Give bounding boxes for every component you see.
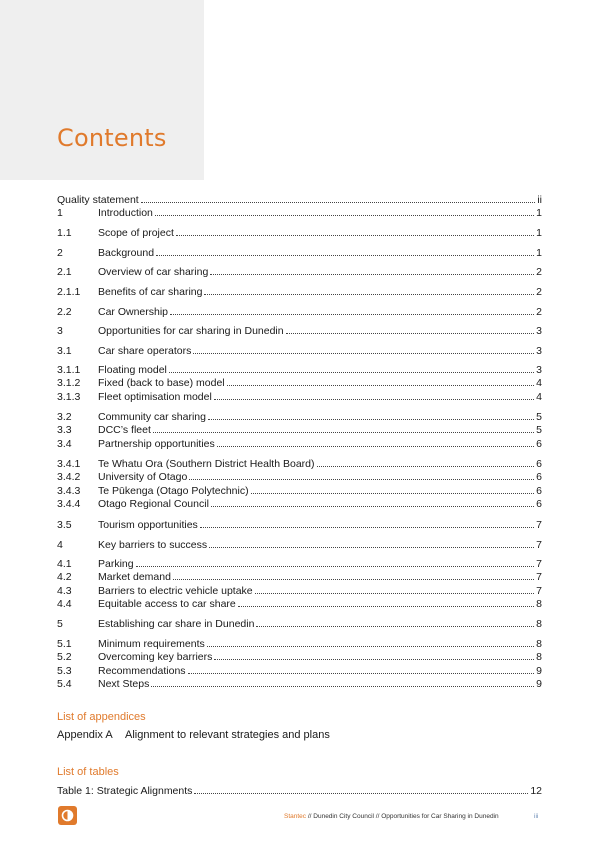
leader-dots <box>209 547 534 548</box>
toc-entry[interactable] <box>57 569 542 583</box>
toc-entry[interactable] <box>57 422 542 436</box>
appendix-entry[interactable] <box>57 729 330 741</box>
toc-entry[interactable] <box>57 496 542 510</box>
footer-text <box>284 813 499 820</box>
toc-entry[interactable] <box>57 517 542 531</box>
toc-entry[interactable] <box>57 616 542 630</box>
leader-dots <box>204 294 534 295</box>
toc-entry-number: 3.4.3 <box>57 485 81 497</box>
toc-entry[interactable] <box>57 537 542 551</box>
leader-dots <box>208 419 534 420</box>
toc-entry-title: Recommendations <box>98 665 186 677</box>
toc-entry[interactable] <box>57 375 542 389</box>
toc-entry-title: Floating model <box>98 364 167 376</box>
toc-entry-title: Market demand <box>98 571 171 583</box>
toc-entry-title: Next Steps <box>98 678 150 690</box>
toc-entry-page: ii <box>537 194 542 206</box>
leader-dots <box>317 466 535 467</box>
toc-entry-number: 3 <box>57 325 63 337</box>
toc-entry[interactable] <box>57 436 542 450</box>
leader-dots <box>251 493 535 494</box>
toc-entry-page: 7 <box>536 558 542 570</box>
toc-entry-title: Quality statement <box>57 194 139 206</box>
toc-entry-page: 2 <box>536 286 542 298</box>
toc-entry-title: Te Pūkenga (Otago Polytechnic) <box>98 485 249 497</box>
toc-entry-title: Benefits of car sharing <box>98 286 203 298</box>
toc-entry-page: 4 <box>536 391 542 403</box>
toc-entry-title: Community car sharing <box>98 411 206 423</box>
leader-dots <box>189 479 534 480</box>
toc-entry-page: 1 <box>536 207 542 219</box>
page-title: Contents <box>57 124 167 152</box>
toc-entry-page: 6 <box>536 498 542 510</box>
toc-entry-number: 2.2 <box>57 306 72 318</box>
toc-entry-page: 6 <box>536 485 542 497</box>
toc-entry-number: 4 <box>57 539 63 551</box>
toc-entry-page: 8 <box>536 651 542 663</box>
toc-entry-title: Otago Regional Council <box>98 498 209 510</box>
toc-entry[interactable] <box>57 469 542 483</box>
toc-entry-number: 3.1 <box>57 345 72 357</box>
footer-page-number: iii <box>534 813 539 820</box>
toc-entry[interactable] <box>57 205 542 219</box>
toc-entry-number: 3.3 <box>57 424 72 436</box>
toc-entry[interactable] <box>57 583 542 597</box>
leader-dots <box>155 215 534 216</box>
toc-entry-title: University of Otago <box>98 471 188 483</box>
leader-dots <box>176 235 534 236</box>
toc-entry[interactable] <box>57 676 542 690</box>
toc-entry-title: Background <box>98 247 155 259</box>
toc-entry-page: 3 <box>536 345 542 357</box>
leader-dots <box>151 686 534 687</box>
toc-entry-number: 1.1 <box>57 227 72 239</box>
leader-dots <box>227 385 535 386</box>
toc-entry-page: 4 <box>536 377 542 389</box>
toc-entry-number: 3.4.1 <box>57 458 81 470</box>
toc-entry-page: 8 <box>536 618 542 630</box>
toc-entry-title: Fixed (back to base) model <box>98 377 225 389</box>
toc-entry[interactable] <box>57 663 542 677</box>
toc-entry[interactable] <box>57 556 542 570</box>
toc-entry-title: Equitable access to car share <box>98 598 236 610</box>
toc-entry[interactable] <box>57 343 542 357</box>
toc-entry-number: 3.1.1 <box>57 364 81 376</box>
leader-dots <box>214 399 534 400</box>
header-grey-block <box>0 0 204 180</box>
toc-entry-page: 7 <box>536 519 542 531</box>
toc-entry-page: 3 <box>536 325 542 337</box>
toc-entry-title: Key barriers to success <box>98 539 208 551</box>
toc-entry-number: 4.4 <box>57 598 72 610</box>
toc-entry-title: Parking <box>98 558 134 570</box>
leader-dots <box>210 274 534 275</box>
toc-entry[interactable] <box>57 304 542 318</box>
toc-entry-title: Introduction <box>98 207 153 219</box>
appendix-label: Appendix A <box>57 729 113 741</box>
toc-entry-title: Scope of project <box>98 227 174 239</box>
toc-entry[interactable] <box>57 225 542 239</box>
toc-entry-page: 3 <box>536 364 542 376</box>
toc-entry[interactable] <box>57 264 542 278</box>
leader-dots <box>194 793 528 794</box>
toc-entry-page: 9 <box>536 678 542 690</box>
stantec-logo-icon <box>58 806 77 825</box>
toc-entry-number: 5.3 <box>57 665 72 677</box>
leader-dots <box>214 659 534 660</box>
toc-entry[interactable] <box>57 323 542 337</box>
toc-entry-title: Partnership opportunities <box>98 438 215 450</box>
leader-dots <box>238 606 534 607</box>
toc-entry-title: Fleet optimisation model <box>98 391 212 403</box>
toc-entry-title: Minimum requirements <box>98 638 205 650</box>
leader-dots <box>200 527 534 528</box>
toc-entry-number: 5 <box>57 618 63 630</box>
toc-entry-number: 2.1 <box>57 266 72 278</box>
toc-entry-number: 4.3 <box>57 585 72 597</box>
toc-entry-page: 7 <box>536 571 542 583</box>
table-entry-page: 12 <box>530 785 542 797</box>
toc-entry-title: DCC’s fleet <box>98 424 151 436</box>
toc-entry[interactable] <box>57 456 542 470</box>
toc-entry-number: 5.2 <box>57 651 72 663</box>
toc-entry-page: 7 <box>536 539 542 551</box>
toc-entry[interactable] <box>57 362 542 376</box>
toc-entry-page: 2 <box>536 266 542 278</box>
toc-entry-title: Overcoming key barriers <box>98 651 213 663</box>
leader-dots <box>136 566 535 567</box>
toc-entry-number: 3.1.3 <box>57 391 81 403</box>
leader-dots <box>255 593 535 594</box>
toc-entry-number: 3.2 <box>57 411 72 423</box>
toc-entry-page: 1 <box>536 247 542 259</box>
leader-dots <box>207 646 534 647</box>
toc-entry-number: 3.4.2 <box>57 471 81 483</box>
toc-entry[interactable] <box>57 409 542 423</box>
leader-dots <box>169 372 534 373</box>
toc-entry-page: 1 <box>536 227 542 239</box>
toc-entry[interactable] <box>57 649 542 663</box>
toc-entry[interactable] <box>57 636 542 650</box>
toc-entry-page: 6 <box>536 438 542 450</box>
footer-description: // Dunedin City Council // Opportunities for Car Sharing in Dunedin <box>306 813 499 820</box>
toc-entry-title: Tourism opportunities <box>98 519 198 531</box>
toc-entry-number: 2.1.1 <box>57 286 81 298</box>
toc-entry-number: 3.4 <box>57 438 72 450</box>
table-entry[interactable] <box>57 783 542 797</box>
leader-dots <box>217 446 534 447</box>
toc-entry[interactable] <box>57 483 542 497</box>
toc-entry[interactable] <box>57 192 542 206</box>
toc-entry-number: 1 <box>57 207 63 219</box>
toc-entry-number: 3.4.4 <box>57 498 81 510</box>
toc-entry-title: Barriers to electric vehicle uptake <box>98 585 253 597</box>
toc-entry-number: 2 <box>57 247 63 259</box>
leader-dots <box>170 314 534 315</box>
toc-entry-page: 6 <box>536 471 542 483</box>
toc-entry-page: 5 <box>536 411 542 423</box>
toc-entry-title: Te Whatu Ora (Southern District Health Board) <box>98 458 315 470</box>
toc-entry-page: 8 <box>536 598 542 610</box>
toc-entry-number: 3.1.2 <box>57 377 81 389</box>
list-of-appendices-heading: List of appendices <box>57 711 146 723</box>
leader-dots <box>156 255 534 256</box>
appendix-title: Alignment to relevant strategies and plans <box>125 729 330 741</box>
toc-entry-number: 5.4 <box>57 678 72 690</box>
leader-dots <box>141 202 536 203</box>
toc-entry-page: 9 <box>536 665 542 677</box>
toc-entry-page: 2 <box>536 306 542 318</box>
toc-entry-page: 5 <box>536 424 542 436</box>
toc-entry-page: 6 <box>536 458 542 470</box>
toc-entry-title: Car Ownership <box>98 306 169 318</box>
toc-entry-number: 3.5 <box>57 519 72 531</box>
leader-dots <box>153 432 534 433</box>
toc-entry[interactable] <box>57 245 542 259</box>
toc-entry-title: Opportunities for car sharing in Dunedin <box>98 325 284 337</box>
toc-entry-title: Establishing car share in Dunedin <box>98 618 255 630</box>
table-entry-title: Table 1: Strategic Alignments <box>57 785 193 797</box>
list-of-tables-heading: List of tables <box>57 766 119 778</box>
toc-entry-number: 4.1 <box>57 558 72 570</box>
leader-dots <box>256 626 534 627</box>
leader-dots <box>188 673 535 674</box>
toc-entry[interactable] <box>57 284 542 298</box>
leader-dots <box>173 579 534 580</box>
toc-entry[interactable] <box>57 389 542 403</box>
toc-entry-number: 5.1 <box>57 638 72 650</box>
leader-dots <box>211 506 534 507</box>
toc-entry-page: 8 <box>536 638 542 650</box>
toc-entry-title: Overview of car sharing <box>98 266 209 278</box>
leader-dots <box>193 353 534 354</box>
toc-entry[interactable] <box>57 596 542 610</box>
toc-entry-title: Car share operators <box>98 345 192 357</box>
footer-brand: Stantec <box>284 813 307 820</box>
toc-entry-number: 4.2 <box>57 571 72 583</box>
toc-entry-page: 7 <box>536 585 542 597</box>
leader-dots <box>286 333 535 334</box>
